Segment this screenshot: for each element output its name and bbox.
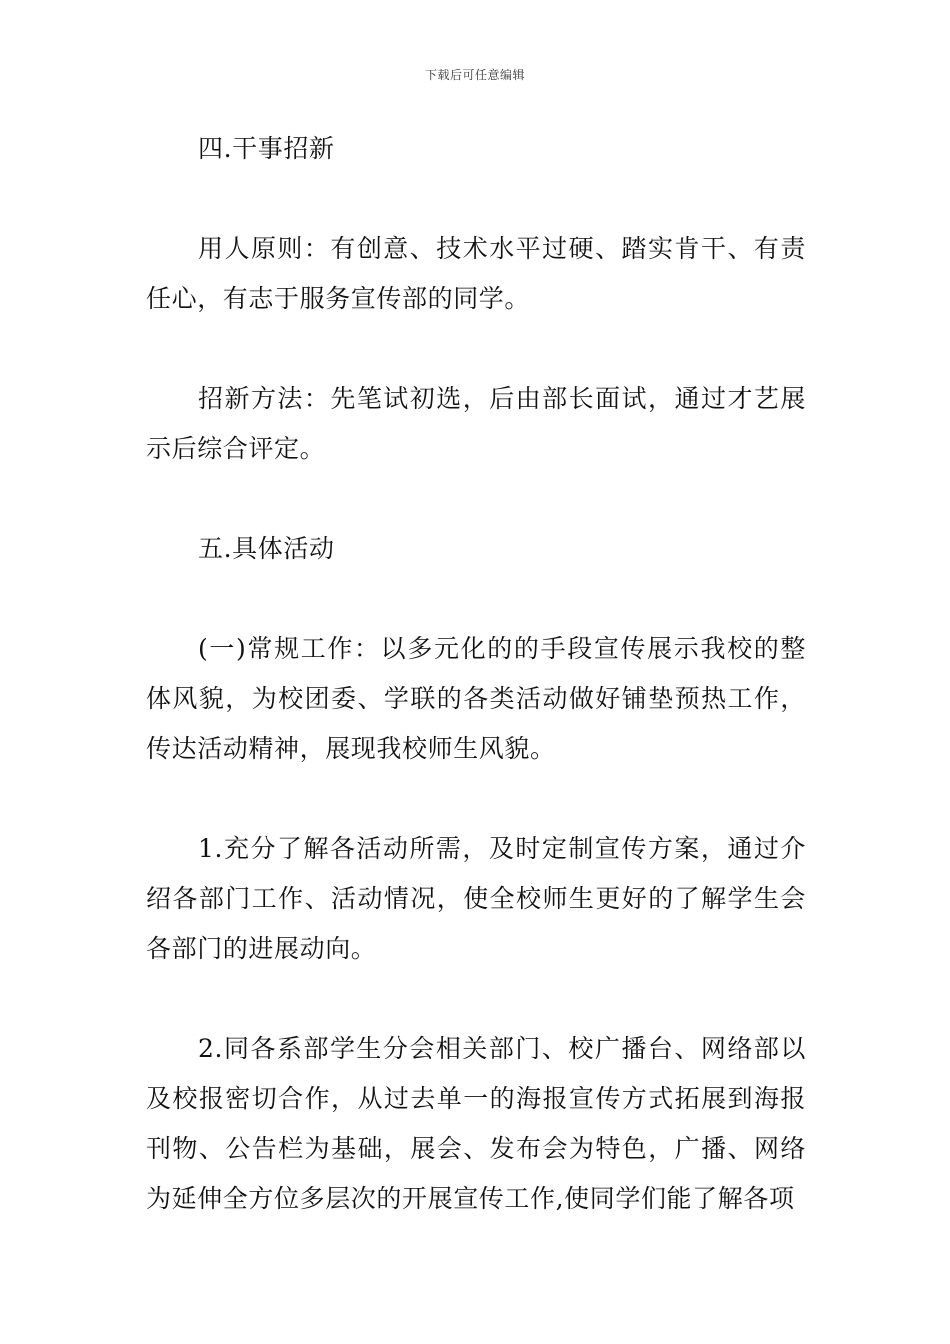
- page-header: 下载后可任意编辑: [424, 68, 525, 82]
- section-heading-activities: 五.具体活动: [198, 534, 335, 563]
- paragraph-item-1: 1.充分了解各活动所需，及时定制宣传方案，通过介绍各部门工作、活动情况，使全校师生更好的了解学生会各部门的进展动向。: [146, 834, 806, 963]
- section-heading-recruitment: 四.干事招新: [198, 134, 335, 163]
- paragraph-hiring-principle: 用人原则：有创意、技术水平过硬、踏实肯干、有责任心，有志于服务宣传部的同学。: [146, 234, 806, 313]
- paragraph-routine-work: (一)常规工作：以多元化的的手段宣传展示我校的整体风貌，为校团委、学联的各类活动做好铺垫预热工作，传达活动精神，展现我校师生风貌。: [146, 634, 806, 763]
- document-body: [146, 124, 806, 1224]
- paragraph-item-2: 2.同各系部学生分会相关部门、校广播台、网络部以及校报密切合作，从过去单一的海报宣传方式拓展到海报刊物、公告栏为基础，展会、发布会为特色，广播、网络为延伸全方位多层次的开展宣传工作,使同学们能了解各项: [146, 1034, 806, 1213]
- paragraph-recruitment-method: 招新方法：先笔试初选，后由部长面试，通过才艺展示后综合评定。: [146, 384, 806, 463]
